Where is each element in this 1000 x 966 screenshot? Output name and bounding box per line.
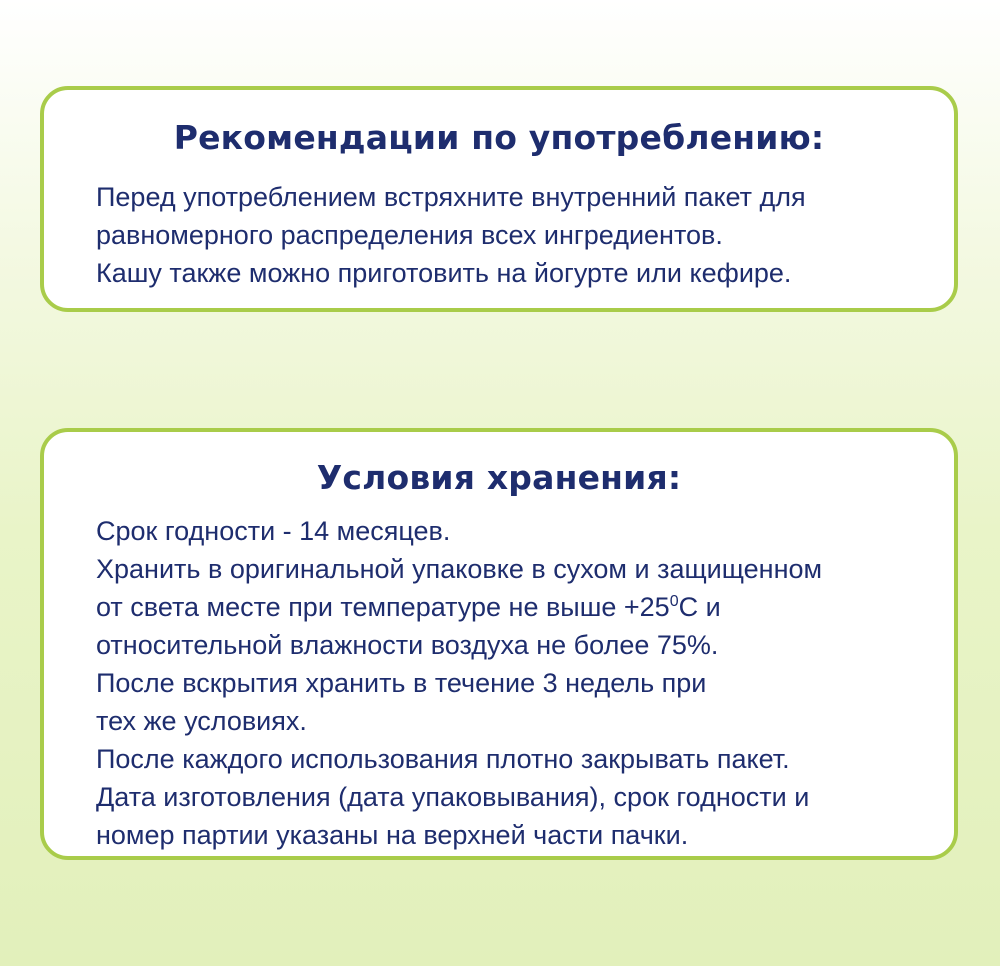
storage-line: относительной влажности воздуха не более 75%. <box>96 630 719 660</box>
storage-line-temperature <box>96 588 934 626</box>
storage-line: тех же условиях. <box>96 706 307 736</box>
storage-conditions-title: Условия хранения: <box>316 458 682 497</box>
storage-line: Хранить в оригинальной упаковке в сухом и защищенном <box>96 554 823 584</box>
storage-line: номер партии указаны на верхней части пачки. <box>96 820 689 850</box>
degree-superscript: 0 <box>669 593 679 610</box>
recommendations-line: Кашу также можно приготовить на йогурте или кефире. <box>96 258 792 288</box>
storage-line: Дата изготовления (дата упаковывания), срок годности и <box>96 782 810 812</box>
recommendations-line: Перед употреблением встряхните внутренний пакет для <box>96 182 806 212</box>
recommendations-title: Рекомендации по употреблению: <box>173 118 825 157</box>
recommendations-line: равномерного распределения всех ингредиентов. <box>96 220 723 250</box>
recommendations-card <box>40 86 958 312</box>
temperature-text: от света месте при температуре не выше +25 <box>96 592 670 622</box>
recommendations-text <box>96 178 934 292</box>
storage-line: После каждого использования плотно закрывать пакет. <box>96 744 790 774</box>
storage-conditions-text <box>96 512 934 854</box>
storage-line: Срок годности - 14 месяцев. <box>96 516 451 546</box>
storage-conditions-card <box>40 428 958 860</box>
temperature-suffix: С и <box>678 592 721 622</box>
storage-line: После вскрытия хранить в течение 3 недель при <box>96 668 707 698</box>
